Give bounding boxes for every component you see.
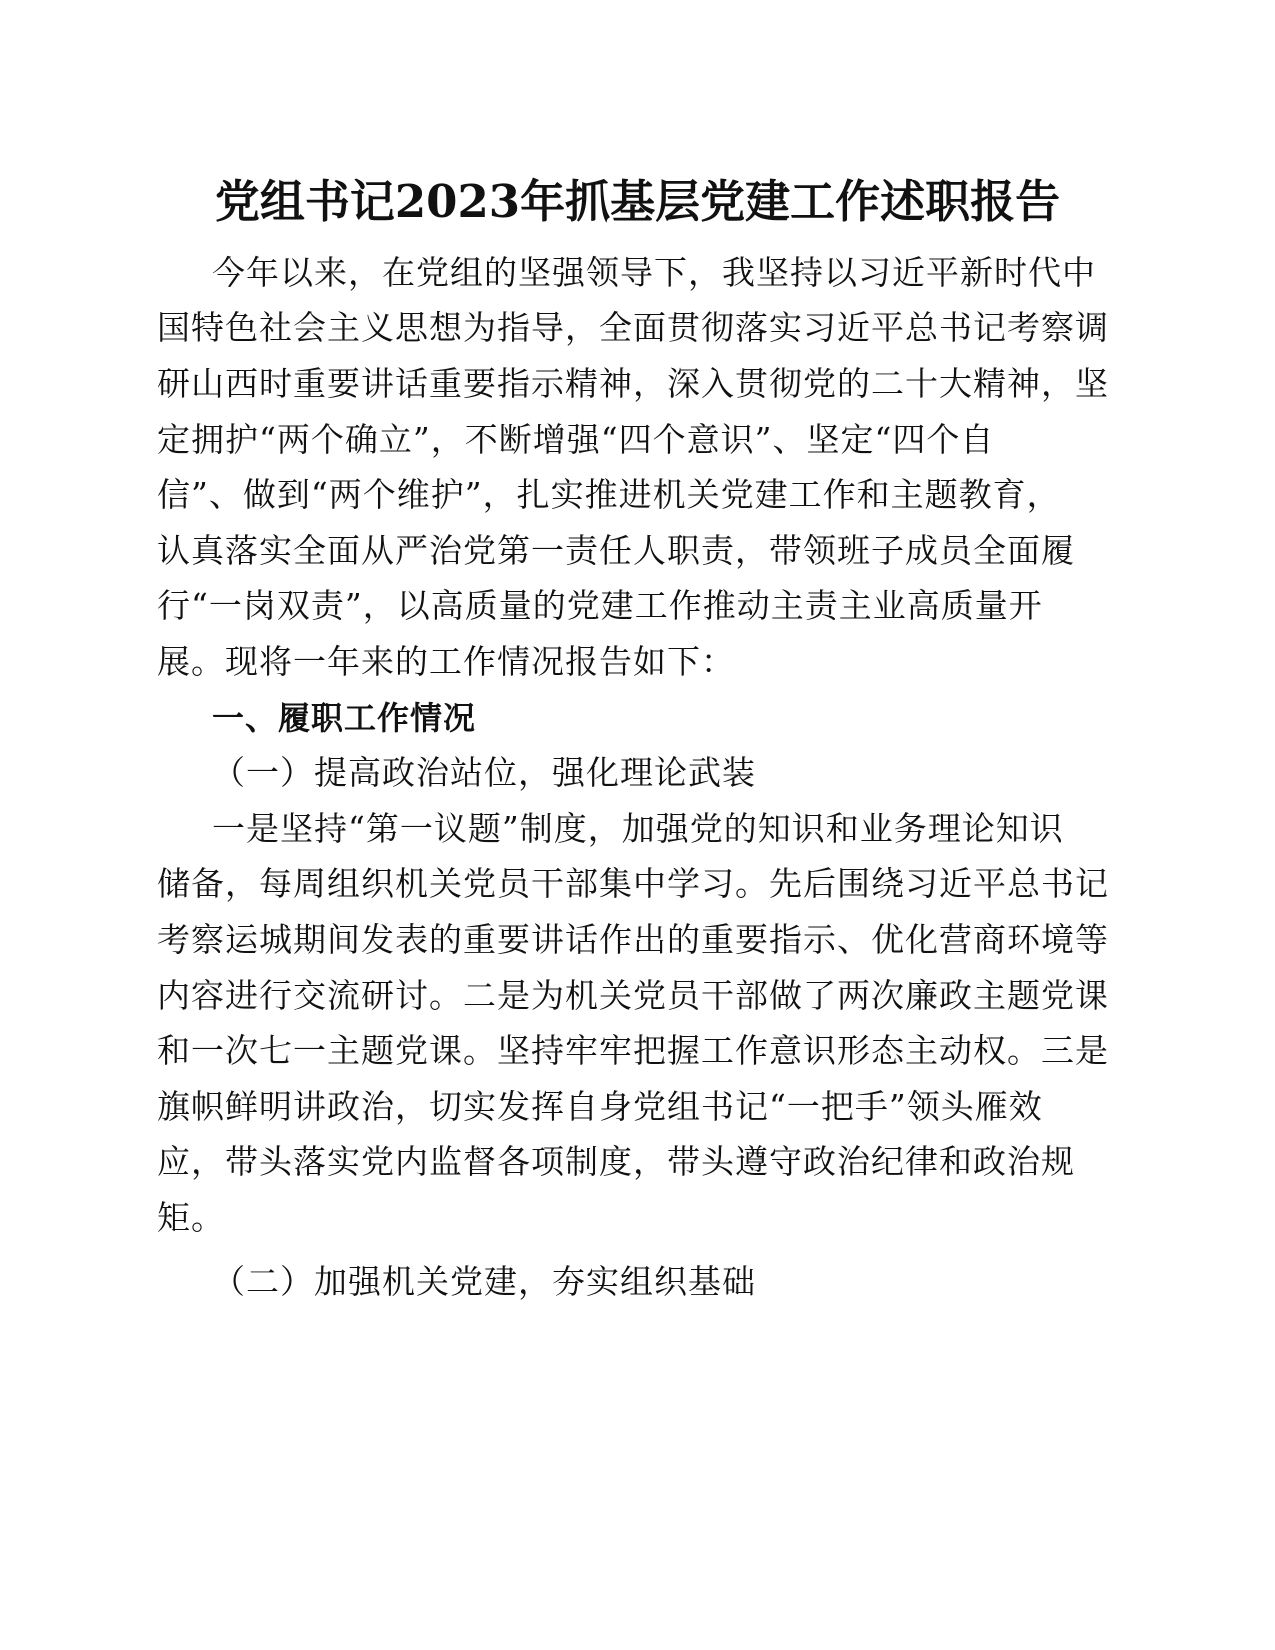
- body-line: 内容进行交流研讨。二是为机关党员干部做了两次廉政主题党课: [157, 976, 1109, 1015]
- intro-line: 定拥护“两个确立”，不断增强“四个意识”、坚定“四个自: [157, 420, 995, 459]
- intro-line: 信”、做到“两个维护”，扎实推进机关党建工作和主题教育，: [157, 475, 1061, 514]
- document-title: 党组书记2023年抓基层党建工作述职报告: [214, 175, 1061, 228]
- intro-line: 行“一岗双责”，以高质量的党建工作推动主责主业高质量开: [157, 586, 1043, 625]
- intro-line: 认真落实全面从严治党第一责任人职责，带领班子成员全面履: [157, 531, 1075, 570]
- body-line: 矩。: [157, 1198, 225, 1237]
- intro-line: 研山西时重要讲话重要指示精神，深入贯彻党的二十大精神，坚: [157, 364, 1109, 403]
- intro-line: 国特色社会主义思想为指导，全面贯彻落实习近平总书记考察调: [157, 308, 1109, 347]
- body-line: 和一次七一主题党课。坚持牢牢把握工作意识形态主动权。三是: [157, 1031, 1109, 1070]
- intro-line: 展。现将一年来的工作情况报告如下：: [157, 642, 735, 681]
- body-line: 旗帜鲜明讲政治，切实发挥自身党组书记“一把手”领头雁效: [157, 1087, 1043, 1126]
- body-line: 考察运城期间发表的重要讲话作出的重要指示、优化营商环境等: [157, 920, 1109, 959]
- section-heading: 一、履职工作情况: [212, 699, 477, 737]
- body-line: 储备，每周组织机关党员干部集中学习。先后围绕习近平总书记: [157, 864, 1109, 903]
- body-line: 应，带头落实党内监督各项制度，带头遵守政治纪律和政治规: [157, 1142, 1075, 1181]
- intro-line: 今年以来，在党组的坚强领导下，我坚持以习近平新时代中: [212, 253, 1096, 292]
- subsection-heading: （一）提高政治站位，强化理论武装: [212, 753, 756, 792]
- subsection-heading: （二）加强机关党建，夯实组织基础: [212, 1262, 756, 1301]
- body-line: 一是坚持“第一议题”制度，加强党的知识和业务理论知识: [212, 809, 1064, 848]
